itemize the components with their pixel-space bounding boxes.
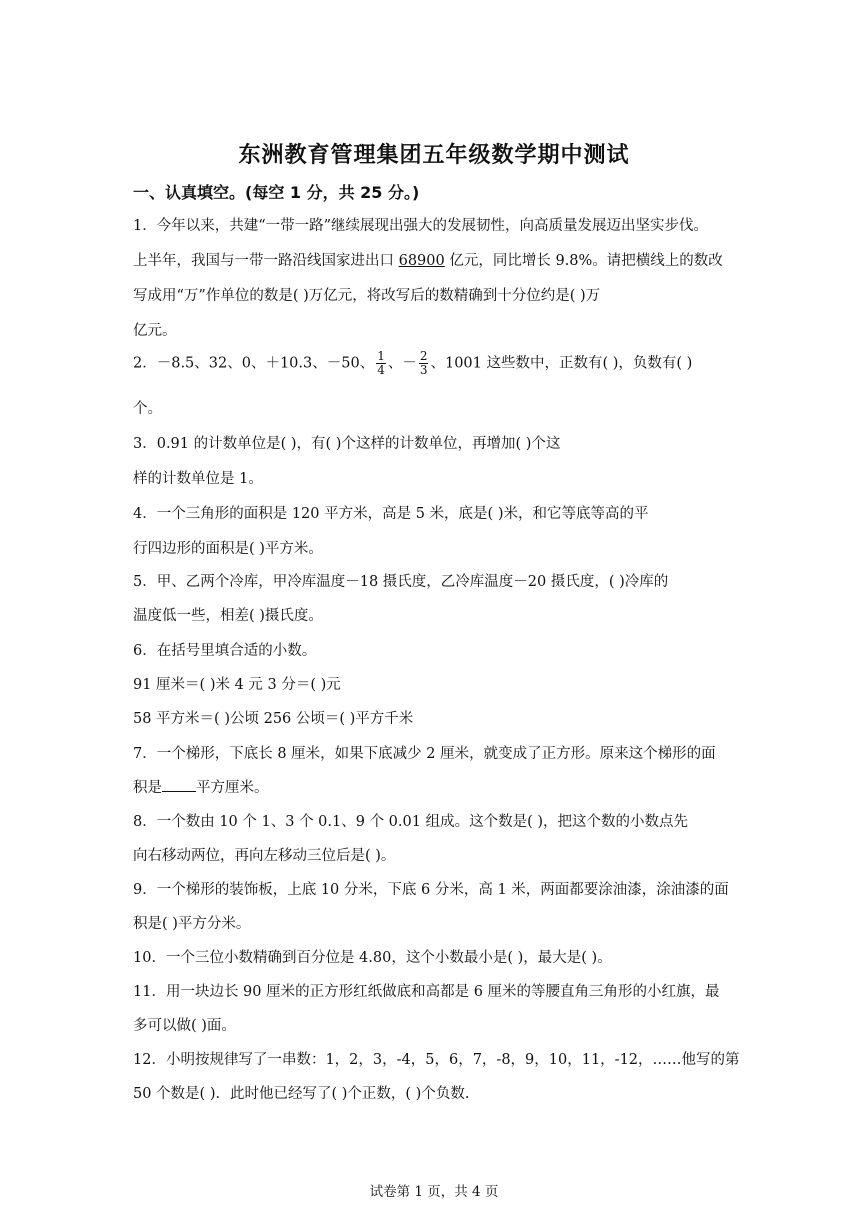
exam-title: 东洲教育管理集团五年级数学期中测试 <box>238 143 630 168</box>
q1-line3: 写成用“万”作单位的数是( )万亿元，将改写后的数精确到十分位约是( )万 <box>133 288 601 304</box>
q2-line1 <box>133 350 692 377</box>
q8-line1: 8．一个数由 10 个 1、3 个 0.1、9 个 0.01 组成。这个数是( )，把这个数的小数点先 <box>133 814 688 830</box>
q7-line1: 7．一个梯形，下底长 8 厘米，如果下底减少 2 厘米，就变成了正方形。原来这个梯形的面 <box>133 746 716 762</box>
section-heading: 一、认真填空。(每空 1 分，共 25 分。) <box>133 183 420 202</box>
fraction-denominator: 4 <box>377 363 385 377</box>
q11-line2: 多可以做( )面。 <box>133 1018 236 1034</box>
fraction-numerator: 1 <box>377 349 385 363</box>
q3-line1: 3．0.91 的计数单位是( )，有( )个这样的计数单位，再增加( )个这 <box>133 436 561 452</box>
q8-line2: 向右移动两位，再向左移动三位后是( )。 <box>133 848 396 864</box>
q9-line2: 积是( )平方分米。 <box>133 916 251 932</box>
fraction-1-4 <box>376 350 386 377</box>
q4-line1: 4．一个三角形的面积是 120 平方米，高是 5 米，底是( )米，和它等底等高的平 <box>133 506 649 522</box>
q7-text-a: 积是 <box>133 780 162 796</box>
fraction-denominator: 3 <box>419 363 428 377</box>
q5-line1: 5．甲、乙两个冷库，甲冷库温度－18 摄氏度，乙冷库温度－20 摄氏度，( )冷库的 <box>133 574 669 590</box>
q1-underlined-number: 68900 <box>398 253 445 269</box>
q12-line2: 50 个数是( )．此时他已经写了( )个正数，( )个负数. <box>133 1086 470 1102</box>
page-footer: 试卷第 1 页，共 4 页 <box>369 1184 499 1200</box>
q7-text-b: 平方厘米。 <box>196 780 269 796</box>
q9-line1: 9．一个梯形的装饰板，上底 10 分米，下底 6 分米，高 1 米，两面都要涂油漆，涂油漆的面 <box>133 882 729 898</box>
q1-text-a: 上半年，我国与一带一路沿线国家进出口 <box>133 253 399 269</box>
q6-line1: 6．在括号里填合适的小数。 <box>133 643 317 659</box>
q2-text-a: 2．－8.5、32、0、＋10.3、－50、 <box>133 355 375 372</box>
q1-line2 <box>133 249 723 270</box>
q7-line2 <box>133 776 269 797</box>
q1-line1: 1．今年以来，共建“一带一路”继续展现出强大的发展韧性，向高质量发展迈出坚实步伐。 <box>133 218 709 234</box>
q11-line1: 11．用一块边长 90 厘米的正方形红纸做底和高都是 6 厘米的等腰直角三角形的小红旗，最 <box>133 984 720 1000</box>
q2-text-b: 、－ <box>387 355 417 372</box>
fraction-numerator: 2 <box>419 349 428 363</box>
q10-line1: 10．一个三位小数精确到百分位是 4.80，这个小数最小是( )，最大是( )。 <box>133 950 612 966</box>
q6-line2: 91 厘米＝( )米 4 元 3 分＝( )元 <box>133 677 341 693</box>
q2-text-c: 、1001 这些数中，正数有( )，负数有( ) <box>430 355 693 372</box>
q12-line1: 12．小明按规律写了一串数：1，2，3，-4，5，6，7，-8，9，10，11，-12，……他写的第 <box>133 1052 740 1068</box>
answer-blank <box>162 777 196 792</box>
q1-text-b: 亿元，同比增长 9.8%。请把横线上的数改 <box>444 253 723 269</box>
q6-line3: 58 平方米＝( )公顷 256 公顷＝( )平方千米 <box>133 711 414 727</box>
fraction-2-3 <box>419 350 429 377</box>
q4-line2: 行四边形的面积是( )平方米。 <box>133 541 323 557</box>
q3-line2: 样的计数单位是 1。 <box>133 471 263 487</box>
q1-line4: 亿元。 <box>133 323 177 339</box>
q2-line2: 个。 <box>133 401 162 417</box>
q5-line2: 温度低一些，相差( )摄氏度。 <box>133 608 323 624</box>
